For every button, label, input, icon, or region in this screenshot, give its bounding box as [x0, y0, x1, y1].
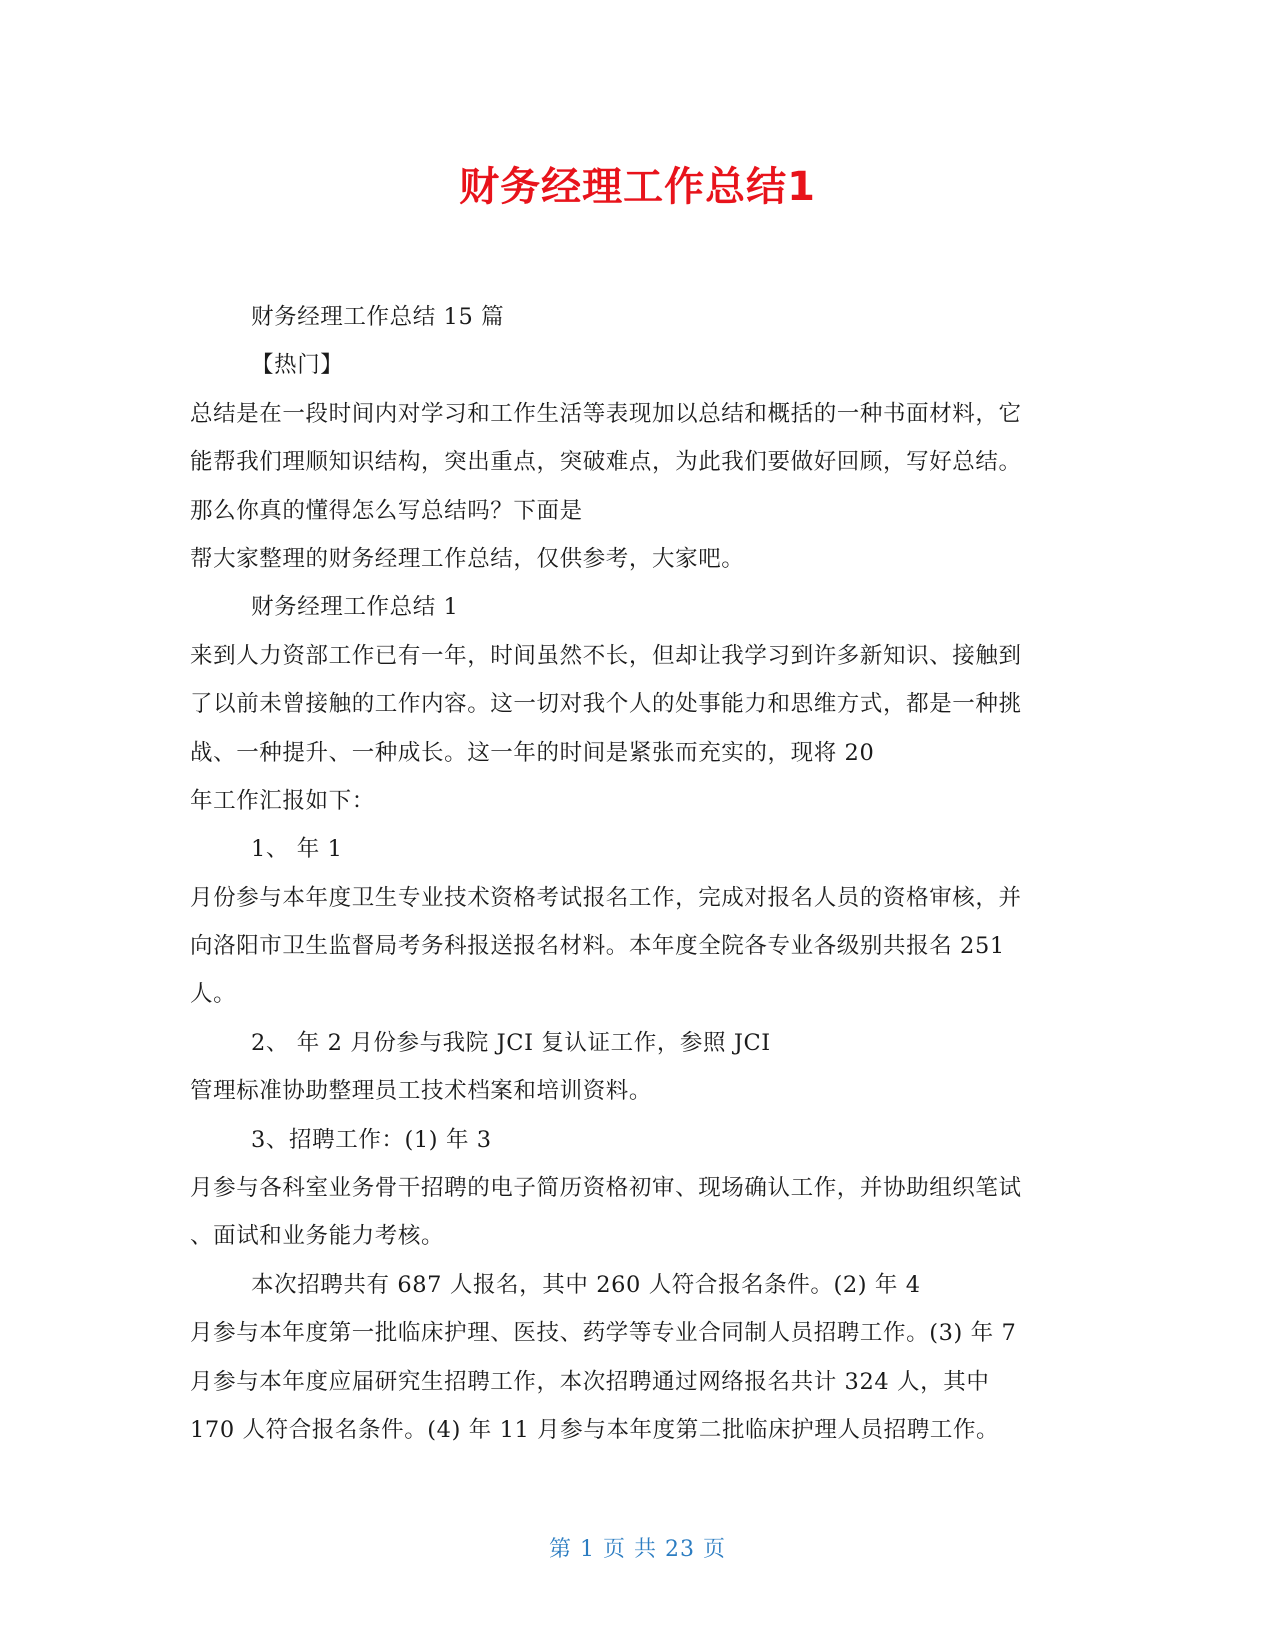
paragraph-line: 那么你真的懂得怎么写总结吗？下面是: [190, 497, 583, 524]
paragraph-line: 月参与本年度应届研究生招聘工作，本次招聘通过网络报名共计 324 人，其中: [190, 1368, 990, 1395]
paragraph-line: 1、 年 1: [251, 836, 343, 863]
paragraph-line: 总结是在一段时间内对学习和工作生活等表现加以总结和概括的一种书面材料，它: [190, 400, 1022, 427]
paragraph-line: 了以前未曾接触的工作内容。这一切对我个人的处事能力和思维方式，都是一种挑: [190, 691, 1022, 718]
paragraph-line: 财务经理工作总结 1: [251, 594, 459, 621]
paragraph-line: 月参与各科室业务骨干招聘的电子简历资格初审、现场确认工作，并协助组织笔试: [190, 1175, 1022, 1202]
paragraph-line: 2、 年 2 月份参与我院 JCI 复认证工作，参照 JCI: [251, 1029, 771, 1056]
paragraph-line: 年工作汇报如下：: [190, 787, 375, 814]
page-number-footer: 第 1 页 共 23 页: [549, 1537, 726, 1562]
document-body: [190, 293, 1090, 1454]
paragraph-line: 月参与本年度第一批临床护理、医技、药学等专业合同制人员招聘工作。(3) 年 7: [190, 1320, 1017, 1347]
paragraph-line: 帮大家整理的财务经理工作总结，仅供参考，大家吧。: [190, 545, 745, 572]
paragraph-line: 管理标准协助整理员工技术档案和培训资料。: [190, 1078, 653, 1105]
page-title: 财务经理工作总结1: [459, 164, 816, 210]
paragraph-line: 来到人力资部工作已有一年，时间虽然不长，但却让我学习到许多新知识、接触到: [190, 642, 1022, 669]
paragraph-line: 人。: [190, 981, 237, 1008]
paragraph-line: 【热门】: [251, 352, 344, 379]
paragraph-line: 能帮我们理顺知识结构，突出重点，突破难点，为此我们要做好回顾，写好总结。: [190, 449, 1022, 476]
paragraph-line: 战、一种提升、一种成长。这一年的时间是紧张而充实的，现将 20: [190, 739, 875, 766]
paragraph-line: 月份参与本年度卫生专业技术资格考试报名工作，完成对报名人员的资格审核，并: [190, 884, 1022, 911]
paragraph-line: 3、招聘工作：(1) 年 3: [251, 1126, 492, 1153]
paragraph-line: 本次招聘共有 687 人报名，其中 260 人符合报名条件。(2) 年 4: [251, 1271, 921, 1298]
paragraph-line: 向洛阳市卫生监督局考务科报送报名材料。本年度全院各专业各级别共报名 251: [190, 933, 1005, 960]
paragraph-line: 170 人符合报名条件。(4) 年 11 月参与本年度第二批临床护理人员招聘工作。: [190, 1416, 1000, 1443]
paragraph-line: 、面试和业务能力考核。: [190, 1223, 445, 1250]
paragraph-line: 财务经理工作总结 15 篇: [251, 304, 505, 330]
